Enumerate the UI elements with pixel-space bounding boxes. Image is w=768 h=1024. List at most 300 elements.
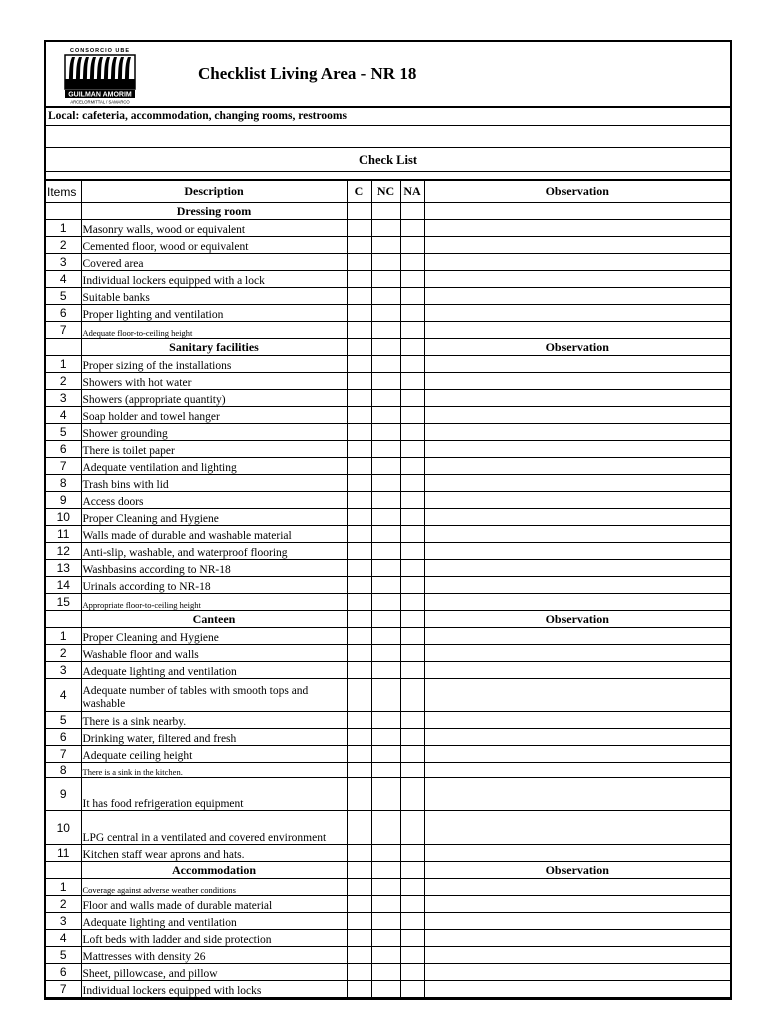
check-na-cell[interactable] [400, 509, 424, 526]
observation-cell[interactable] [424, 526, 730, 543]
check-c-cell[interactable] [347, 526, 371, 543]
observation-cell[interactable] [424, 662, 730, 679]
item-description: Proper Cleaning and Hygiene [81, 509, 347, 526]
section-spacer [371, 203, 400, 220]
table-row [46, 322, 730, 339]
item-description: Showers with hot water [81, 373, 347, 390]
check-nc-cell[interactable] [371, 763, 400, 778]
check-na-cell[interactable] [400, 930, 424, 947]
section-spacer [371, 862, 400, 879]
observation-cell[interactable] [424, 778, 730, 811]
table-row [46, 220, 730, 237]
check-nc-cell[interactable] [371, 811, 400, 845]
check-nc-cell[interactable] [371, 271, 400, 288]
observation-cell[interactable] [424, 645, 730, 662]
item-number: 4 [46, 930, 81, 947]
check-c-cell[interactable] [347, 254, 371, 271]
checklist-sheet [44, 40, 732, 1000]
logo-top-text: CONSORCIO UBE [69, 48, 131, 54]
check-nc-cell[interactable] [371, 254, 400, 271]
item-number: 7 [46, 746, 81, 763]
item-description: Walls made of durable and washable material [81, 526, 347, 543]
check-na-cell[interactable] [400, 645, 424, 662]
observation-cell[interactable] [424, 305, 730, 322]
check-na-cell[interactable] [400, 220, 424, 237]
item-number: 12 [46, 543, 81, 560]
check-c-cell[interactable] [347, 896, 371, 913]
section-observation-header: Observation [424, 611, 730, 628]
section-spacer [371, 339, 400, 356]
item-number: 6 [46, 964, 81, 981]
document-header [46, 42, 730, 108]
observation-cell[interactable] [424, 729, 730, 746]
section-spacer [347, 203, 371, 220]
table-row [46, 271, 730, 288]
section-spacer [400, 862, 424, 879]
check-nc-cell[interactable] [371, 322, 400, 339]
table-row [46, 560, 730, 577]
check-c-cell[interactable] [347, 424, 371, 441]
column-header-description: Description [81, 181, 347, 203]
check-nc-cell[interactable] [371, 947, 400, 964]
observation-cell[interactable] [424, 913, 730, 930]
item-number: 6 [46, 441, 81, 458]
table-row [46, 237, 730, 254]
section-spacer [347, 339, 371, 356]
check-c-cell[interactable] [347, 845, 371, 862]
item-number: 1 [46, 220, 81, 237]
observation-cell[interactable] [424, 254, 730, 271]
check-nc-cell[interactable] [371, 662, 400, 679]
item-description: There is a sink nearby. [81, 712, 347, 729]
section-spacer [400, 203, 424, 220]
check-c-cell[interactable] [347, 930, 371, 947]
check-na-cell[interactable] [400, 356, 424, 373]
table-row [46, 930, 730, 947]
check-nc-cell[interactable] [371, 930, 400, 947]
check-nc-cell[interactable] [371, 746, 400, 763]
item-number: 7 [46, 458, 81, 475]
observation-cell[interactable] [424, 407, 730, 424]
observation-cell[interactable] [424, 981, 730, 998]
observation-cell[interactable] [424, 492, 730, 509]
check-c-cell[interactable] [347, 729, 371, 746]
check-c-cell[interactable] [347, 543, 371, 560]
item-number: 3 [46, 662, 81, 679]
item-description: Suitable banks [81, 288, 347, 305]
item-number: 7 [46, 322, 81, 339]
item-description: Proper sizing of the installations [81, 356, 347, 373]
item-number: 7 [46, 981, 81, 998]
item-number: 5 [46, 712, 81, 729]
column-header-c: C [347, 181, 371, 203]
table-row [46, 729, 730, 746]
section-observation-header [424, 203, 730, 220]
observation-cell[interactable] [424, 879, 730, 896]
check-c-cell[interactable] [347, 407, 371, 424]
observation-cell[interactable] [424, 458, 730, 475]
section-header-row [46, 611, 730, 628]
item-description: Adequate floor-to-ceiling height [81, 322, 347, 339]
item-description: Drinking water, filtered and fresh [81, 729, 347, 746]
item-description: Access doors [81, 492, 347, 509]
item-number: 2 [46, 645, 81, 662]
item-number: 3 [46, 254, 81, 271]
item-number: 13 [46, 560, 81, 577]
check-nc-cell[interactable] [371, 390, 400, 407]
blank-row [46, 172, 730, 180]
check-na-cell[interactable] [400, 543, 424, 560]
check-nc-cell[interactable] [371, 845, 400, 862]
table-header-row [46, 181, 730, 203]
table-row [46, 628, 730, 645]
check-nc-cell[interactable] [371, 778, 400, 811]
observation-cell[interactable] [424, 712, 730, 729]
check-c-cell[interactable] [347, 441, 371, 458]
item-number: 2 [46, 373, 81, 390]
observation-cell[interactable] [424, 845, 730, 862]
item-description: Showers (appropriate quantity) [81, 390, 347, 407]
check-c-cell[interactable] [347, 662, 371, 679]
check-c-cell[interactable] [347, 947, 371, 964]
check-c-cell[interactable] [347, 577, 371, 594]
table-row [46, 492, 730, 509]
check-na-cell[interactable] [400, 373, 424, 390]
table-row [46, 458, 730, 475]
check-nc-cell[interactable] [371, 492, 400, 509]
item-description: Adequate lighting and ventilation [81, 662, 347, 679]
table-row [46, 811, 730, 845]
check-c-cell[interactable] [347, 645, 371, 662]
check-c-cell[interactable] [347, 305, 371, 322]
table-row [46, 981, 730, 998]
item-description: There is toilet paper [81, 441, 347, 458]
check-nc-cell[interactable] [371, 645, 400, 662]
check-na-cell[interactable] [400, 729, 424, 746]
observation-cell[interactable] [424, 220, 730, 237]
check-na-cell[interactable] [400, 964, 424, 981]
check-c-cell[interactable] [347, 458, 371, 475]
check-na-cell[interactable] [400, 441, 424, 458]
item-number: 5 [46, 288, 81, 305]
item-number: 4 [46, 407, 81, 424]
observation-cell[interactable] [424, 509, 730, 526]
check-na-cell[interactable] [400, 896, 424, 913]
check-na-cell[interactable] [400, 679, 424, 712]
section-title: Dressing room [81, 203, 347, 220]
check-c-cell[interactable] [347, 475, 371, 492]
check-c-cell[interactable] [347, 322, 371, 339]
check-na-cell[interactable] [400, 628, 424, 645]
check-c-cell[interactable] [347, 712, 371, 729]
section-observation-header: Observation [424, 339, 730, 356]
check-c-cell[interactable] [347, 594, 371, 611]
check-c-cell[interactable] [347, 373, 371, 390]
item-number: 1 [46, 628, 81, 645]
item-description: Adequate lighting and ventilation [81, 913, 347, 930]
check-nc-cell[interactable] [371, 424, 400, 441]
check-nc-cell[interactable] [371, 964, 400, 981]
check-nc-cell[interactable] [371, 594, 400, 611]
table-row [46, 509, 730, 526]
check-nc-cell[interactable] [371, 577, 400, 594]
check-na-cell[interactable] [400, 778, 424, 811]
item-number: 1 [46, 879, 81, 896]
table-row [46, 845, 730, 862]
check-nc-cell[interactable] [371, 543, 400, 560]
check-nc-cell[interactable] [371, 913, 400, 930]
table-row [46, 778, 730, 811]
check-nc-cell[interactable] [371, 356, 400, 373]
item-number: 9 [46, 492, 81, 509]
check-c-cell[interactable] [347, 220, 371, 237]
check-na-cell[interactable] [400, 560, 424, 577]
observation-cell[interactable] [424, 424, 730, 441]
table-row [46, 254, 730, 271]
item-description: Washable floor and walls [81, 645, 347, 662]
observation-cell[interactable] [424, 475, 730, 492]
section-spacer [371, 611, 400, 628]
check-nc-cell[interactable] [371, 526, 400, 543]
item-description: Coverage against adverse weather conditions [81, 879, 347, 896]
check-na-cell[interactable] [400, 712, 424, 729]
item-description: Washbasins according to NR-18 [81, 560, 347, 577]
check-nc-cell[interactable] [371, 560, 400, 577]
item-description: Trash bins with lid [81, 475, 347, 492]
column-header-nc: NC [371, 181, 400, 203]
check-na-cell[interactable] [400, 811, 424, 845]
section-observation-header: Observation [424, 862, 730, 879]
check-c-cell[interactable] [347, 913, 371, 930]
check-na-cell[interactable] [400, 913, 424, 930]
table-row [46, 373, 730, 390]
observation-cell[interactable] [424, 628, 730, 645]
table-row [46, 407, 730, 424]
check-nc-cell[interactable] [371, 305, 400, 322]
check-nc-cell[interactable] [371, 475, 400, 492]
check-na-cell[interactable] [400, 288, 424, 305]
table-row [46, 288, 730, 305]
check-c-cell[interactable] [347, 778, 371, 811]
check-na-cell[interactable] [400, 322, 424, 339]
check-c-cell[interactable] [347, 628, 371, 645]
item-description: It has food refrigeration equipment [81, 778, 347, 811]
section-spacer [347, 611, 371, 628]
check-na-cell[interactable] [400, 458, 424, 475]
item-number: 5 [46, 424, 81, 441]
check-nc-cell[interactable] [371, 712, 400, 729]
check-na-cell[interactable] [400, 879, 424, 896]
check-na-cell[interactable] [400, 947, 424, 964]
column-header-na: NA [400, 181, 424, 203]
item-number: 1 [46, 356, 81, 373]
item-number: 9 [46, 778, 81, 811]
check-c-cell[interactable] [347, 356, 371, 373]
observation-cell[interactable] [424, 322, 730, 339]
observation-cell[interactable] [424, 679, 730, 712]
item-number: 5 [46, 947, 81, 964]
item-number: 8 [46, 763, 81, 778]
check-nc-cell[interactable] [371, 729, 400, 746]
observation-cell[interactable] [424, 896, 730, 913]
observation-cell[interactable] [424, 811, 730, 845]
check-na-cell[interactable] [400, 746, 424, 763]
item-description: Kitchen staff wear aprons and hats. [81, 845, 347, 862]
check-c-cell[interactable] [347, 288, 371, 305]
check-nc-cell[interactable] [371, 288, 400, 305]
section-header-row [46, 203, 730, 220]
item-description: LPG central in a ventilated and covered environment [81, 811, 347, 845]
item-description: Proper Cleaning and Hygiene [81, 628, 347, 645]
checklist-table [46, 180, 730, 998]
check-c-cell[interactable] [347, 271, 371, 288]
check-na-cell[interactable] [400, 237, 424, 254]
blank-row [46, 126, 730, 148]
item-number: 2 [46, 896, 81, 913]
check-na-cell[interactable] [400, 526, 424, 543]
check-c-cell[interactable] [347, 746, 371, 763]
item-number: 6 [46, 305, 81, 322]
item-number: 2 [46, 237, 81, 254]
item-description: Soap holder and towel hanger [81, 407, 347, 424]
section-title: Canteen [81, 611, 347, 628]
table-row [46, 746, 730, 763]
item-number: 6 [46, 729, 81, 746]
check-nc-cell[interactable] [371, 628, 400, 645]
table-row [46, 577, 730, 594]
table-row [46, 543, 730, 560]
section-spacer [46, 611, 81, 628]
check-nc-cell[interactable] [371, 407, 400, 424]
item-number: 14 [46, 577, 81, 594]
check-na-cell[interactable] [400, 577, 424, 594]
check-c-cell[interactable] [347, 763, 371, 778]
check-c-cell[interactable] [347, 560, 371, 577]
item-description: Adequate ceiling height [81, 746, 347, 763]
check-nc-cell[interactable] [371, 879, 400, 896]
check-na-cell[interactable] [400, 763, 424, 778]
observation-cell[interactable] [424, 560, 730, 577]
observation-cell[interactable] [424, 373, 730, 390]
check-na-cell[interactable] [400, 594, 424, 611]
table-row [46, 712, 730, 729]
observation-cell[interactable] [424, 594, 730, 611]
item-description: Adequate ventilation and lighting [81, 458, 347, 475]
section-header-row [46, 339, 730, 356]
item-description: Anti-slip, washable, and waterproof flooring [81, 543, 347, 560]
table-row [46, 662, 730, 679]
table-row [46, 964, 730, 981]
logo-company-name: GUILMAN AMORIM [68, 91, 132, 99]
observation-cell[interactable] [424, 543, 730, 560]
check-c-cell[interactable] [347, 390, 371, 407]
checklist-heading: Check List [46, 148, 730, 172]
check-nc-cell[interactable] [371, 441, 400, 458]
check-c-cell[interactable] [347, 492, 371, 509]
check-c-cell[interactable] [347, 509, 371, 526]
section-title: Sanitary facilities [81, 339, 347, 356]
item-description: Mattresses with density 26 [81, 947, 347, 964]
table-row [46, 424, 730, 441]
check-c-cell[interactable] [347, 981, 371, 998]
item-number: 11 [46, 845, 81, 862]
item-description: Adequate number of tables with smooth tops and washable [81, 679, 347, 712]
check-na-cell[interactable] [400, 390, 424, 407]
check-na-cell[interactable] [400, 475, 424, 492]
observation-cell[interactable] [424, 947, 730, 964]
check-c-cell[interactable] [347, 964, 371, 981]
check-nc-cell[interactable] [371, 679, 400, 712]
item-number: 3 [46, 913, 81, 930]
check-c-cell[interactable] [347, 237, 371, 254]
check-c-cell[interactable] [347, 679, 371, 712]
check-na-cell[interactable] [400, 981, 424, 998]
logo-bottom-text: ARCELORMITTAL / SAMARCO [70, 99, 130, 104]
check-nc-cell[interactable] [371, 458, 400, 475]
observation-cell[interactable] [424, 964, 730, 981]
check-c-cell[interactable] [347, 811, 371, 845]
item-description: There is a sink in the kitchen. [81, 763, 347, 778]
check-na-cell[interactable] [400, 407, 424, 424]
observation-cell[interactable] [424, 288, 730, 305]
check-na-cell[interactable] [400, 305, 424, 322]
table-row [46, 390, 730, 407]
check-nc-cell[interactable] [371, 237, 400, 254]
column-header-items: Items [46, 181, 81, 203]
table-row [46, 879, 730, 896]
observation-cell[interactable] [424, 746, 730, 763]
section-spacer [46, 203, 81, 220]
table-row [46, 913, 730, 930]
item-number: 10 [46, 811, 81, 845]
item-description: Cemented floor, wood or equivalent [81, 237, 347, 254]
observation-cell[interactable] [424, 441, 730, 458]
check-na-cell[interactable] [400, 424, 424, 441]
item-number: 4 [46, 271, 81, 288]
section-header-row [46, 862, 730, 879]
observation-cell[interactable] [424, 390, 730, 407]
check-na-cell[interactable] [400, 254, 424, 271]
check-na-cell[interactable] [400, 845, 424, 862]
check-nc-cell[interactable] [371, 509, 400, 526]
observation-cell[interactable] [424, 237, 730, 254]
check-nc-cell[interactable] [371, 981, 400, 998]
item-number: 4 [46, 679, 81, 712]
item-number: 8 [46, 475, 81, 492]
item-number: 10 [46, 509, 81, 526]
observation-cell[interactable] [424, 356, 730, 373]
table-row [46, 679, 730, 712]
check-na-cell[interactable] [400, 662, 424, 679]
company-logo [62, 46, 138, 104]
table-row [46, 947, 730, 964]
check-na-cell[interactable] [400, 271, 424, 288]
check-nc-cell[interactable] [371, 896, 400, 913]
table-row [46, 763, 730, 778]
check-nc-cell[interactable] [371, 373, 400, 390]
check-nc-cell[interactable] [371, 220, 400, 237]
observation-cell[interactable] [424, 930, 730, 947]
item-description: Proper lighting and ventilation [81, 305, 347, 322]
check-na-cell[interactable] [400, 492, 424, 509]
section-spacer [46, 862, 81, 879]
section-spacer [46, 339, 81, 356]
check-c-cell[interactable] [347, 879, 371, 896]
item-description: Shower grounding [81, 424, 347, 441]
observation-cell[interactable] [424, 271, 730, 288]
observation-cell[interactable] [424, 577, 730, 594]
observation-cell[interactable] [424, 763, 730, 778]
